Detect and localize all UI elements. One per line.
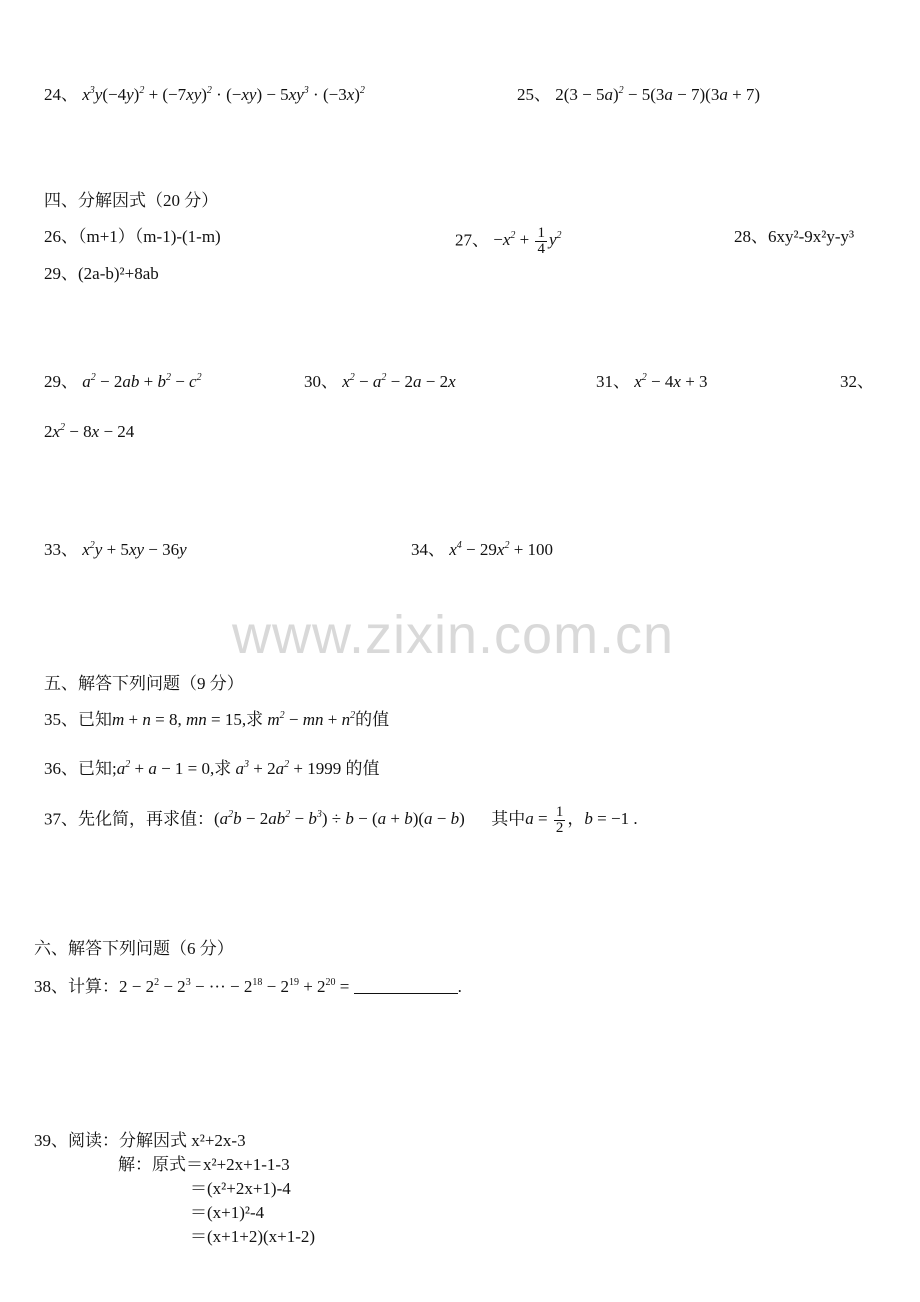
question-36-label: 36、已知;	[44, 759, 117, 778]
question-29b-expression: $a^2 - 2ab + b^2 - c^2$	[82, 372, 202, 391]
question-38: 38、计算：$2 - 2^2 - 2^3$ − ··· − $2^{18} - 2^{19} + 2^{20}$ = .	[34, 977, 462, 996]
question-30-expression: $x^2 - a^2 - 2a - 2x$	[342, 372, 456, 391]
question-27-expression: $-x^2$ + $\frac{1}{4}$ $y^2$	[493, 225, 562, 257]
question-34-number: 34、	[411, 540, 445, 559]
question-30	[304, 371, 456, 393]
question-29a-number: 29、	[44, 264, 78, 283]
fraction-one-half: $\frac{1}{2}$	[555, 804, 564, 836]
question-37-expression: $(a^2b - 2ab^2 - b^3) \div b - (a + b)(a - b)$	[214, 809, 465, 829]
question-35-end: 的值	[355, 710, 390, 729]
question-27-number: 27、	[455, 230, 489, 250]
question-35-expression: m + n = 8, mn = 15,求 $m^2$ − mn + $n^2$	[112, 710, 356, 729]
solution-line-3: ＝(x+1)²-4	[190, 1203, 265, 1222]
question-34-expression: $x^4 - 29x^2 + 100$	[449, 540, 554, 559]
question-28	[734, 226, 854, 248]
question-32-expression: $2x^2 - 8x - 24$	[44, 422, 135, 441]
question-33-expression: $x^2y + 5xy - 36y$	[82, 540, 187, 559]
question-31-number: 31、	[596, 372, 630, 391]
question-31	[596, 371, 708, 393]
question-29a-expression: (2a-b)²+8ab	[78, 264, 159, 283]
solution-line-1: 解：原式＝x²+2x+1-1-3	[118, 1155, 290, 1174]
question-29b-number: 29、	[44, 372, 78, 391]
answer-blank[interactable]	[354, 977, 458, 994]
question-37-values: a = $\frac{1}{2}$ ，b = −1 .	[525, 804, 638, 836]
question-24	[44, 84, 365, 106]
question-30-number: 30、	[304, 372, 338, 391]
question-36-end: 的值	[345, 759, 380, 778]
question-38-expression: $2 - 2^2 - 2^3$ − ··· − $2^{18} - 2^{19} + 2^{20}$ =	[119, 977, 354, 996]
question-28-expression: 6xy²-9x²y-y³	[768, 227, 855, 246]
question-37	[44, 805, 638, 836]
question-37-label: 37、先化简，再求值：	[44, 809, 214, 829]
question-37-where: 其中	[491, 809, 526, 829]
section-5-title: 五、解答下列问题（9 分）	[44, 674, 244, 693]
solution-line-4: ＝(x+1+2)(x+1-2)	[190, 1227, 316, 1246]
fraction-one-quarter: $\frac{1}{4}$	[537, 225, 545, 257]
section-4-title: 四、分解因式（20 分）	[44, 191, 219, 210]
question-32-number: 32、	[840, 372, 874, 391]
question-25-expression: $2(3 - 5a)^2 - 5(3a - 7)(3a + 7)$	[555, 85, 761, 104]
question-31-expression: $x^2 - 4x + 3$	[634, 372, 708, 391]
question-33-number: 33、	[44, 540, 78, 559]
question-24-expression: $x^3y(-4y)^2 + (-7xy)^2 \cdot (-xy) - 5xy^3 \cdot (-3x)^2$	[82, 85, 365, 104]
question-28-number: 28、	[734, 227, 768, 246]
watermark: www.zixin.com.cn	[232, 605, 675, 665]
question-39: 39、阅读：分解因式 x²+2x-3	[34, 1131, 246, 1150]
question-34	[411, 539, 553, 561]
question-24-number: 24、	[44, 85, 78, 104]
question-29a	[44, 263, 159, 285]
question-27	[455, 226, 562, 257]
question-36-expression: $a^2 + a - 1 = 0$,求 $a^3 + 2a^2 + 1999$	[116, 759, 346, 778]
question-35	[44, 709, 389, 731]
question-35-label: 35、已知	[44, 710, 112, 729]
question-25-number: 25、	[517, 85, 551, 104]
question-29b	[44, 371, 202, 393]
question-25	[517, 84, 760, 106]
solution-line-2: ＝(x²+2x+1)-4	[190, 1179, 291, 1198]
section-6-title: 六、解答下列问题（6 分）	[34, 939, 234, 958]
question-33	[44, 539, 187, 561]
question-36	[44, 758, 379, 780]
question-38-label: 38、计算：	[34, 977, 119, 996]
question-26: 26、（m+1）（m-1)-(1-m)	[44, 227, 221, 246]
